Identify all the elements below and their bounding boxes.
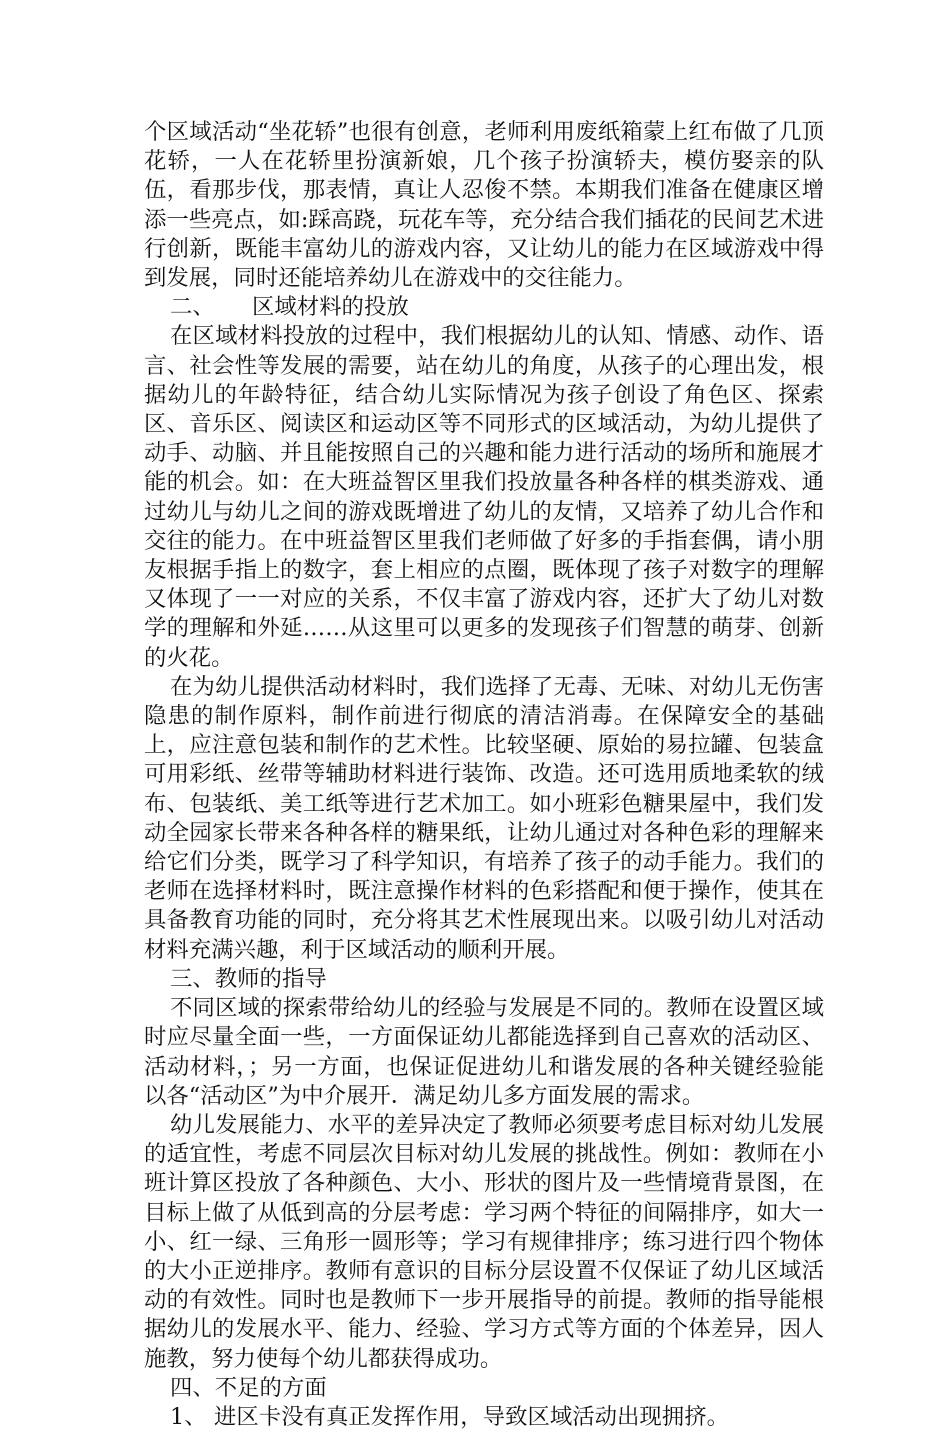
document-page — [144, 118, 824, 1432]
intro-paragraph: 个区域活动“坐花轿”也很有创意，老师利用废纸箱蒙上红布做了几顶花轿，一人在花轿里扮演新娘，几个孩子扮演轿夫，模仿娶亲的队伍，看那步伐，那表情，真让人忍俊不禁。本期我们准备在健康区增添一些亮点，如:踩高跷，玩花车等，充分结合我们插花的民间艺术进行创新，既能丰富幼儿的游戏内容，又让幼儿的能力在区域游戏中得到发展，同时还能培养幼儿在游戏中的交往能力。 — [144, 119, 824, 292]
section-3-heading: 三、教师的指导 — [170, 965, 327, 992]
section-2-number: 二、 — [170, 294, 215, 321]
section-2-title: 区域材料的投放 — [252, 294, 409, 321]
section-3-paragraph: 不同区域的探索带给幼儿的经验与发展是不同的。教师在设置区域时应尽量全面一些，一方面保证幼儿都能选择到自己喜欢的活动区、活动材料，；另一方面，也保证促进幼儿和谐发展的各种关键经验能以各“活动区”为中介展开．满足幼儿多方面发展的需求。 — [144, 995, 824, 1109]
section-2-heading — [144, 293, 824, 322]
section-2-paragraph: 在区域材料投放的过程中，我们根据幼儿的认知、情感、动作、语言、社会性等发展的需要，站在幼儿的角度，从孩子的心理出发，根据幼儿的年龄特征，结合幼儿实际情况为孩子创设了角色区、探索区、音乐区、阅读区和运动区等不同形式的区域活动，为幼儿提供了动手、动脑、并且能按照自己的兴趣和能力进行活动的场所和施展才能的机会。如：在大班益智区里我们投放量各种各样的棋类游戏、通过幼儿与幼儿之间的游戏既增进了幼儿的友情，又培养了幼儿合作和交往的能力。在中班益智区里我们老师做了好多的手指套偶，请小朋友根据手指上的数字，套上相应的点圈，既体现了孩子对数字的理解又体现了一一对应的关系，不仅丰富了游戏内容，还扩大了幼儿对数学的理解和外延……从这里可以更多的发现孩子们智慧的萌芽、创新的火花。 — [144, 323, 824, 671]
list-item — [144, 1403, 824, 1432]
list-item-text: 进区卡没有真正发挥作用，导致区域活动出现拥挤。 — [214, 1403, 729, 1430]
section-3-paragraph: 幼儿发展能力、水平的差异决定了教师必须要考虑目标对幼儿发展的适宜性，考虑不同层次目标对幼儿发展的挑战性。例如：教师在小班计算区投放了各种颜色、大小、形状的图片及一些情境背景图，在目标上做了从低到高的分层考虑：学习两个特征的间隔排序，如大一小、红一绿、三角形一圆形等；学习有规律排序；练习进行四个物体的大小正逆排序。教师有意识的目标分层设置不仅保证了幼儿区域活动的有效性。同时也是教师下一步开展指导的前提。教师的指导能根据幼儿的发展水平、能力、经验、学习方式等方面的个体差异，因人施教，努力使每个幼儿都获得成功。 — [144, 1111, 824, 1372]
section-2-paragraph: 在为幼儿提供活动材料时，我们选择了无毒、无味、对幼儿无伤害隐患的制作原料，制作前进行彻底的清洁消毒。在保障安全的基础上，应注意包装和制作的艺术性。比较坚硬、原始的易拉罐、包装盒可用彩纸、丝带等辅助材料进行装饰、改造。还可选用质地柔软的绒布、包装纸、美工纸等进行艺术加工。如小班彩色糖果屋中，我们发动全园家长带来各种各样的糖果纸，让幼儿通过对各种色彩的理解来给它们分类，既学习了科学知识，有培养了孩子的动手能力。我们的老师在选择材料时，既注意操作材料的色彩搭配和便于操作，使其在具备教育功能的同时，充分将其艺术性展现出来。以吸引幼儿对活动材料充满兴趣，利于区域活动的顺利开展。 — [144, 673, 824, 963]
list-item-number: 1、 — [170, 1403, 207, 1430]
section-4-heading: 四、不足的方面 — [170, 1374, 327, 1401]
